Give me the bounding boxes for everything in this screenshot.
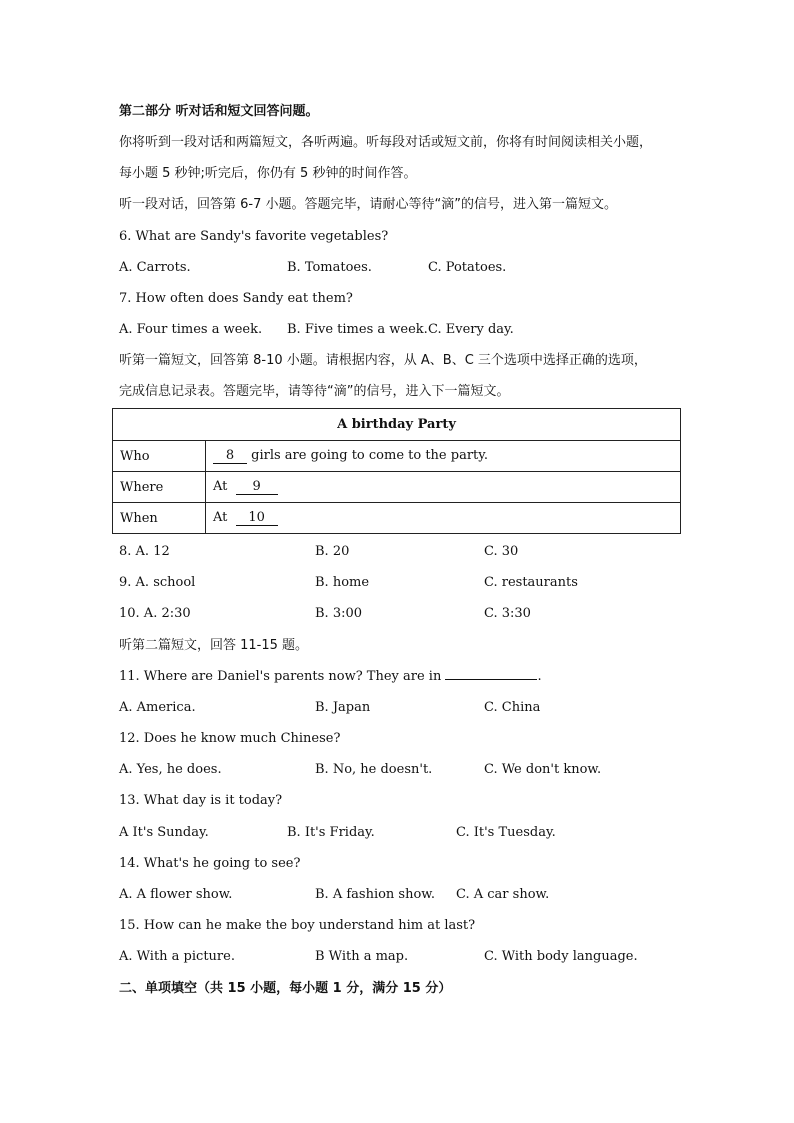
q10-option-b: B. 3:00 bbox=[315, 606, 363, 621]
q13-option-a: A It's Sunday. bbox=[119, 825, 209, 840]
q14-option-a: A. A flower show. bbox=[119, 887, 233, 902]
question-13: 13. What day is it today? bbox=[119, 793, 283, 808]
q7-option-c: C. Every day. bbox=[428, 322, 514, 337]
instructions-line-2: 每小题 5 秒钟;听完后，你仍有 5 秒钟的时间作答。 bbox=[119, 166, 417, 181]
question-6: 6. What are Sandy's favorite vegetables? bbox=[119, 229, 389, 244]
info-record-table bbox=[112, 408, 681, 534]
q15-option-a: A. With a picture. bbox=[119, 949, 235, 964]
answer-blank-11[interactable] bbox=[445, 679, 537, 680]
section-heading: 第二部分 听对话和短文回答问题。 bbox=[119, 104, 319, 119]
passage1-instructions-2: 完成信息记录表。答题完毕，请等待“滴”的信号，进入下一篇短文。 bbox=[119, 384, 510, 399]
q10-option-c: C. 3:30 bbox=[484, 606, 531, 621]
q9-option-a: 9. A. school bbox=[119, 575, 196, 590]
q8-option-a: 8. A. 12 bbox=[119, 544, 170, 559]
q12-option-c: C. We don't know. bbox=[484, 762, 602, 777]
question-15: 15. How can he make the boy understand him at last? bbox=[119, 918, 476, 933]
row-label-who: Who bbox=[113, 441, 206, 472]
q13-option-b: B. It's Friday. bbox=[287, 825, 375, 840]
passage1-instructions-1: 听第一篇短文，回答第 8-10 小题。请根据内容，从 A、B、C 三个选项中选择正确的选项， bbox=[119, 353, 647, 368]
table-row bbox=[113, 472, 681, 503]
table-row bbox=[113, 441, 681, 472]
row-label-where: Where bbox=[113, 472, 206, 503]
q9-option-c: C. restaurants bbox=[484, 575, 578, 590]
part2-heading: 二、单项填空（共 15 小题，每小题 1 分，满分 15 分） bbox=[119, 981, 452, 996]
q7-option-b: B. Five times a week. bbox=[287, 322, 428, 337]
q11-option-a: A. America. bbox=[119, 700, 196, 715]
row-value-where: At 9 bbox=[206, 472, 681, 503]
passage2-instructions: 听第二篇短文，回答 11-15 题。 bbox=[119, 638, 309, 653]
q6-option-a: A. Carrots. bbox=[119, 260, 191, 275]
q8-option-b: B. 20 bbox=[315, 544, 350, 559]
q12-option-b: B. No, he doesn't. bbox=[315, 762, 433, 777]
question-14: 14. What's he going to see? bbox=[119, 856, 301, 871]
q8-option-c: C. 30 bbox=[484, 544, 519, 559]
q14-option-b: B. A fashion show. bbox=[315, 887, 436, 902]
question-11: 11. Where are Daniel's parents now? They are in . bbox=[119, 669, 542, 684]
row-value-who: 8 girls are going to come to the party. bbox=[206, 441, 681, 472]
q7-option-a: A. Four times a week. bbox=[119, 322, 263, 337]
answer-blank-8[interactable]: 8 bbox=[213, 449, 247, 464]
q15-option-b: B With a map. bbox=[315, 949, 409, 964]
row-label-when: When bbox=[113, 503, 206, 534]
question-12: 12. Does he know much Chinese? bbox=[119, 731, 341, 746]
dialogue-instructions: 听一段对话，回答第 6-7 小题。答题完毕，请耐心等待“滴”的信号，进入第一篇短文。 bbox=[119, 197, 617, 212]
table-title: A birthday Party bbox=[113, 409, 681, 441]
answer-blank-10[interactable]: 10 bbox=[236, 511, 278, 526]
q14-option-c: C. A car show. bbox=[456, 887, 550, 902]
q6-option-c: C. Potatoes. bbox=[428, 260, 507, 275]
q12-option-a: A. Yes, he does. bbox=[119, 762, 222, 777]
q6-option-b: B. Tomatoes. bbox=[287, 260, 372, 275]
q10-option-a: 10. A. 2:30 bbox=[119, 606, 191, 621]
table-row bbox=[113, 503, 681, 534]
instructions-line-1: 你将听到一段对话和两篇短文，各听两遍。听每段对话或短文前，你将有时间阅读相关小题， bbox=[119, 135, 653, 150]
answer-blank-9[interactable]: 9 bbox=[236, 480, 278, 495]
q15-option-c: C. With body language. bbox=[484, 949, 638, 964]
question-7: 7. How often does Sandy eat them? bbox=[119, 291, 353, 306]
q11-option-c: C. China bbox=[484, 700, 541, 715]
q9-option-b: B. home bbox=[315, 575, 370, 590]
q13-option-c: C. It's Tuesday. bbox=[456, 825, 556, 840]
q11-option-b: B. Japan bbox=[315, 700, 371, 715]
row-value-when: At 10 bbox=[206, 503, 681, 534]
